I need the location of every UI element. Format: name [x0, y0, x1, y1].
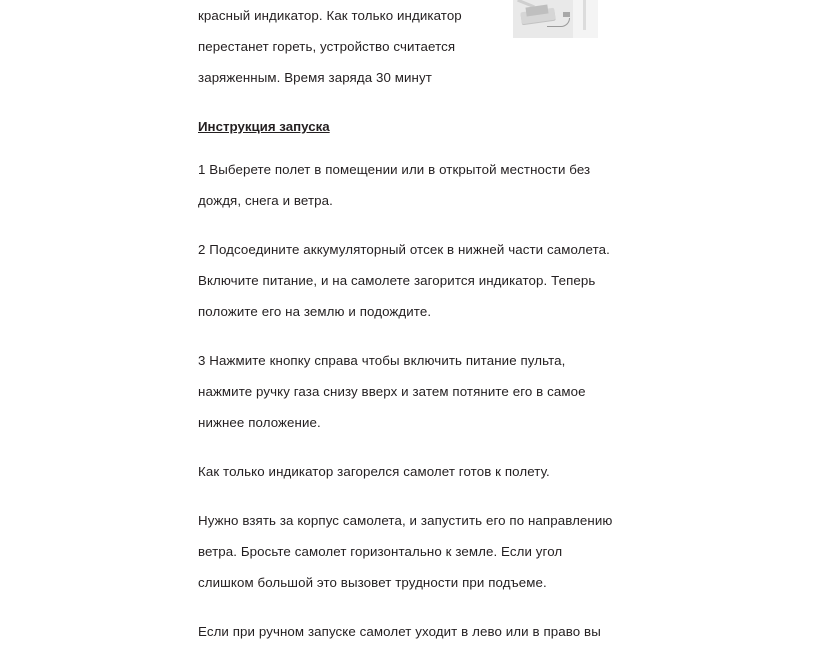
paragraph-step-3-line-2: нажмите ручку газа снизу вверх и затем потяните его в самое	[198, 384, 586, 399]
paragraph-step-2-line-2: Включите питание, и на самолете загорится индикатор. Теперь	[198, 273, 596, 288]
paragraph-trim-note-line-1: Если при ручном запуске самолет уходит в лево или в право вы	[198, 624, 601, 639]
paragraph-step-2-line-1: 2 Подсоедините аккумуляторный отсек в нижней части самолета.	[198, 242, 610, 257]
paragraph-charging-line-3: заряженным. Время заряда 30 минут	[198, 70, 432, 85]
paragraph-hand-launch-block	[198, 505, 618, 598]
heading-launch-instruction-block	[198, 111, 618, 142]
paragraph-charging-line-1: красный индикатор. Как только индикатор	[198, 8, 462, 23]
paragraph-step-1-line-2: дождя, снега и ветра.	[198, 193, 333, 208]
paragraph-step-3-line-1: 3 Нажмите кнопку справа чтобы включить питание пульта,	[198, 353, 566, 368]
paragraph-step-3-line-3: нижнее положение.	[198, 415, 321, 430]
paragraph-step-1-block	[198, 154, 618, 216]
paragraph-trim-note-block	[198, 616, 618, 647]
paragraph-step-3-block	[198, 345, 618, 438]
paragraph-step-2-block	[198, 234, 618, 327]
paragraph-hand-launch-line-1: Нужно взять за корпус самолета, и запустить его по направлению	[198, 513, 613, 528]
document-body	[198, 0, 618, 647]
paragraph-step-2-line-3: положите его на землю и подождите.	[198, 304, 432, 319]
paragraph-ready-to-fly-line-1: Как только индикатор загорелся самолет готов к полету.	[198, 464, 550, 479]
paragraph-ready-to-fly-block	[198, 456, 618, 487]
paragraph-charging-line-2: перестанет гореть, устройство считается	[198, 39, 456, 54]
paragraph-hand-launch-line-3: слишком большой это вызовет трудности при подъеме.	[198, 575, 547, 590]
heading-launch-instruction: Инструкция запуска	[198, 119, 330, 134]
paragraph-step-1-line-1: 1 Выберете полет в помещении или в открытой местности без	[198, 162, 591, 177]
paragraph-hand-launch-line-2: ветра. Бросьте самолет горизонтально к земле. Если угол	[198, 544, 563, 559]
paragraph-charging-block	[198, 0, 618, 93]
